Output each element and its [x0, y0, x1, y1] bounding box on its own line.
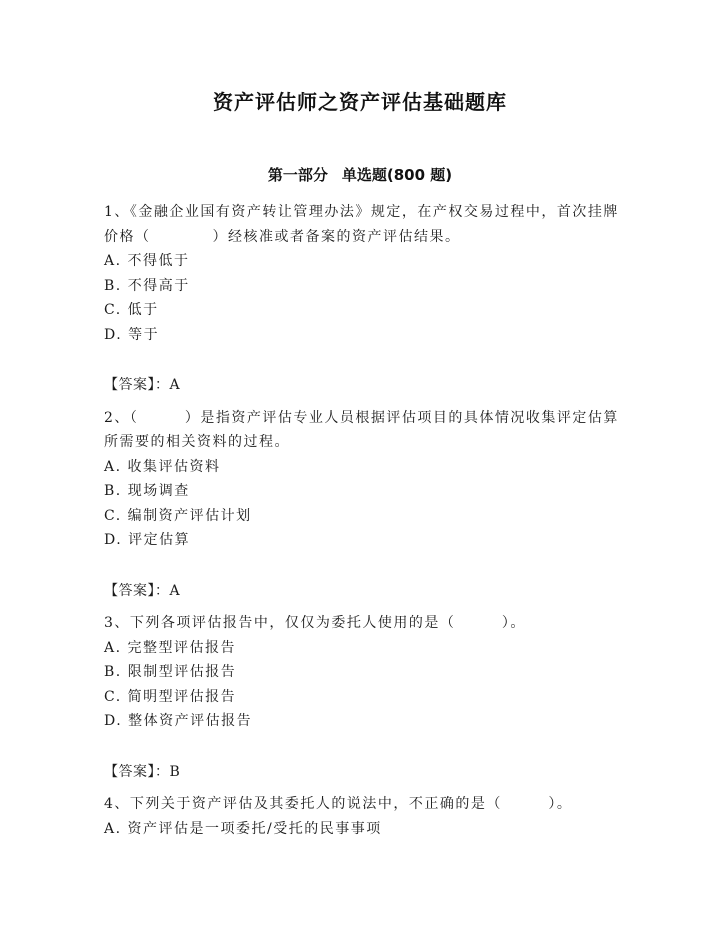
answer-value: A — [169, 582, 182, 599]
option-list — [104, 817, 624, 842]
answer-value: A — [169, 377, 182, 393]
option-b: B. 现场调查 — [104, 483, 190, 499]
option-a: A. 不得低于 — [104, 253, 190, 269]
question-3 — [104, 611, 624, 784]
question-4 — [104, 792, 624, 841]
option-c: C. 编制资产评估计划 — [104, 507, 252, 524]
option-list — [104, 249, 624, 347]
option-d: D. 等于 — [104, 326, 160, 343]
option-b: B. 不得高于 — [104, 277, 190, 294]
option-list — [104, 636, 624, 734]
answer-label: 【答案】： — [104, 582, 170, 599]
answer-value: B — [169, 763, 182, 780]
section-part: 第一部分 — [267, 166, 328, 184]
section-heading — [0, 164, 720, 185]
option-d: D. 整体资产评估报告 — [104, 713, 253, 729]
option-d: D. 评定估算 — [104, 532, 191, 548]
question-1 — [104, 200, 624, 398]
answer-line — [104, 579, 624, 604]
option-a: A. 收集评估资料 — [104, 458, 221, 475]
question-stem: 4、下列关于资产评估及其委托人的说法中，不正确的是（ ）。 — [104, 796, 573, 812]
answer-label: 【答案】： — [104, 763, 170, 780]
question-stem: 1、《金融企业国有资产转让管理办法》规定，在产权交易过程中，首次挂牌价格（ ）经核准或者备案的资产评估结果。 — [104, 204, 619, 245]
question-stem: 2、（ ）是指资产评估专业人员根据评估项目的具体情况收集评定估算所需要的相关资料的过程。 — [104, 409, 619, 450]
question-stem: 3、下列各项评估报告中，仅仅为委托人使用的是（ ）。 — [104, 615, 526, 631]
question-list — [104, 200, 624, 841]
answer-label: 【答案】： — [104, 377, 170, 393]
document-title: 资产评估师之资产评估基础题库 — [213, 90, 507, 114]
option-b: B. 限制型评估报告 — [104, 664, 237, 680]
option-a: A. 完整型评估报告 — [104, 639, 237, 656]
section-name: 单选题(800 题) — [341, 166, 453, 184]
answer-line — [104, 373, 624, 398]
option-list — [104, 455, 624, 553]
answer-line — [104, 760, 624, 785]
option-c: C. 简明型评估报告 — [104, 688, 237, 705]
option-a: A. 资产评估是一项委托/受托的民事事项 — [104, 820, 382, 837]
question-2 — [104, 406, 624, 604]
option-c: C. 低于 — [104, 302, 159, 318]
